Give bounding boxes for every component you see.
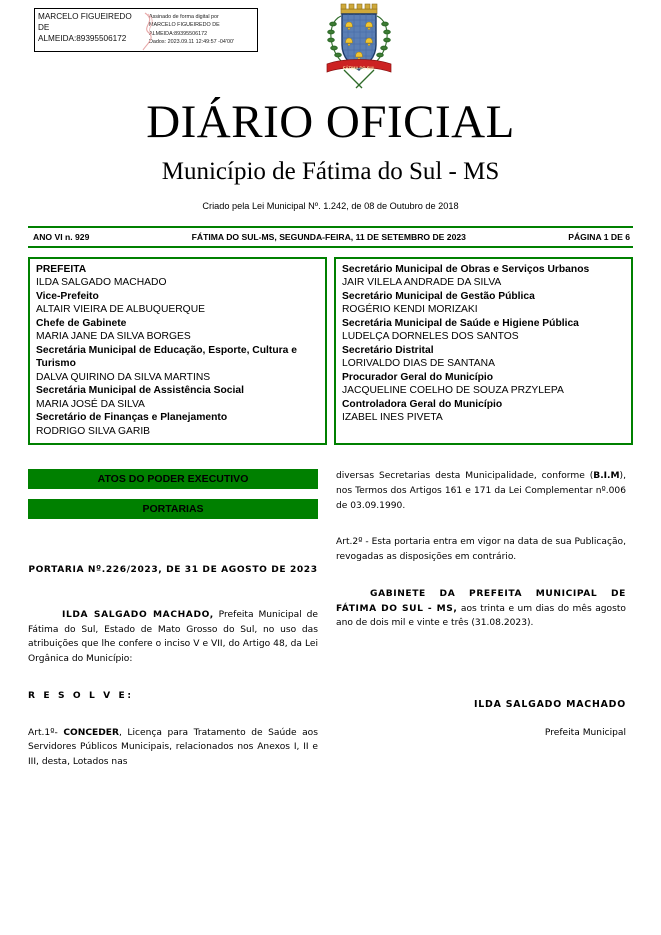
official-name: JACQUELINE COELHO DE SOUZA PRZYLEPA xyxy=(342,385,564,397)
digital-signature-box xyxy=(34,8,258,52)
masthead xyxy=(28,0,633,97)
official-role: Secretária Municipal de Saúde e Higiene Pública xyxy=(342,317,579,329)
closing-date-text: aos trinta e um dias do mês agosto ano de dois mil e vinte e três (31.08.2023). xyxy=(336,603,626,629)
issue-year-number: ANO VI n. 929 xyxy=(33,232,90,242)
content-column-right xyxy=(336,469,626,769)
page-indicator: PÁGINA 1 DE 6 xyxy=(568,232,630,242)
continuation-body: ), nos Termos dos Artigos 161 e 171 da Lei Complementar nº.006 de 03.09.1990. xyxy=(336,471,626,511)
official-role: Secretário de Finanças e Planejamento xyxy=(36,412,228,424)
issue-info-bar xyxy=(28,226,633,248)
officials-column-left xyxy=(28,257,327,445)
preamble-mayor-name: ILDA SALGADO MACHADO, xyxy=(62,610,214,621)
official-name: ALTAIR VIEIRA DE ALBUQUERQUE xyxy=(36,304,205,316)
continuation-acronym: B.I.M xyxy=(593,471,620,482)
official-name: DALVA QUIRINO DA SILVA MARTINS xyxy=(36,371,211,383)
page-title: DIÁRIO OFICIAL xyxy=(146,96,515,148)
signatory-name: ILDA SALGADO MACHADO xyxy=(473,699,626,711)
issue-place-date: FÁTIMA DO SUL-MS, SEGUNDA-FEIRA, 11 DE SETEMBRO DE 2023 xyxy=(191,232,466,242)
article-2-text: Art.2º - Esta portaria entra em vigor na data de sua Publicação, revogadas as disposições em contrário. xyxy=(336,537,626,563)
creation-law-text: Criado pela Lei Municipal Nº. 1.242, de 08 de Outubro de 2018 xyxy=(202,201,459,211)
official-role: Secretário Municipal de Obras e Serviços Urbanos xyxy=(342,264,590,275)
official-name: IZABEL INES PIVETA xyxy=(342,412,443,424)
article-1-text xyxy=(28,726,318,770)
signature-subject-line: ALMEIDA:89395506172 xyxy=(38,33,127,43)
signature-details xyxy=(145,9,257,51)
continuation-prefix: diversas Secretarias desta Municipalidade, conforme ( xyxy=(336,471,594,482)
official-role: Secretária Municipal de Educação, Esporte, Cultura e Turismo xyxy=(36,344,297,370)
officials-column-right xyxy=(334,257,633,445)
official-role: Controladora Geral do Município xyxy=(342,398,503,410)
official-name: ROGÉRIO KENDI MORIZAKI xyxy=(342,304,478,316)
official-name: MARIA JOSÉ DA SILVA xyxy=(36,398,145,410)
official-role: Secretária Municipal de Assistência Social xyxy=(36,385,244,397)
content-columns xyxy=(28,469,633,769)
official-name: RODRIGO SILVA GARIB xyxy=(36,425,151,437)
signature-detail-line: Assinado de forma digital por xyxy=(149,14,219,20)
signature-subject-line: DE xyxy=(38,22,50,32)
crest-motto-text: FÁTIMA DO SUL xyxy=(343,65,375,71)
officials-directory xyxy=(28,257,633,445)
official-role: Secretário Municipal de Gestão Pública xyxy=(342,290,535,302)
article-1-continuation xyxy=(336,469,626,513)
section-banner-executive-acts: ATOS DO PODER EXECUTIVO xyxy=(28,469,318,489)
preamble-text: Prefeita Municipal de Fátima do Sul, Estado de Mato Grosso do Sul, no uso das atribuições que lhe confere o inciso V e VII, do Artigo 48, da Lei Orgânica do Município: xyxy=(28,610,318,665)
official-name: LUDELÇA DORNELES DOS SANTOS xyxy=(342,331,519,343)
closing-clause xyxy=(336,587,626,631)
official-name: LORIVALDO DIAS DE SANTANA xyxy=(342,358,495,370)
signature-detail-line: MARCELO FIGUEIREDO DE xyxy=(149,22,220,29)
official-name: ILDA SALGADO MACHADO xyxy=(36,277,167,289)
page-subtitle: Município de Fátima do Sul - MS xyxy=(161,158,500,185)
content-column-left xyxy=(28,469,318,769)
article-1-keyword: CONCEDER xyxy=(63,727,119,738)
article-1-body: , Licença para Tratamento de Saúde aos Servidores Públicos Municipais, relacionados nos Anexos I, II e III, desta, Lotados nas xyxy=(28,727,318,768)
official-name: JAIR VILELA ANDRADE DA SILVA xyxy=(342,277,502,289)
municipal-coat-of-arms-icon xyxy=(324,0,394,92)
ordinance-preamble xyxy=(28,608,318,667)
official-role: Chefe de Gabinete xyxy=(36,317,127,329)
signatory-title: Prefeita Municipal xyxy=(544,728,626,739)
official-role: Secretário Distrital xyxy=(342,344,434,356)
signature-detail-line: ALMEIDA:89395506172 xyxy=(149,30,208,37)
official-role: PREFEITA xyxy=(36,264,87,275)
closing-office-name: GABINETE DA PREFEITA MUNICIPAL DE FÁTIMA DO SUL - MS, xyxy=(336,588,626,614)
official-name: MARIA JANE DA SILVA BORGES xyxy=(36,331,191,343)
ordinance-title: PORTARIA Nº.226/2023, DE 31 DE AGOSTO DE 2023 xyxy=(28,565,318,576)
signature-subject xyxy=(35,9,145,51)
resolve-heading: R E S O L V E: xyxy=(28,690,134,701)
official-role: Vice-Prefeito xyxy=(36,290,99,302)
article-1-prefix: Art.1º- xyxy=(28,727,64,738)
signature-detail-line: Dados: 2023.09.11 12:49:57 -04'00' xyxy=(149,39,234,46)
section-banner-ordinances: PORTARIAS xyxy=(28,499,318,519)
signature-subject-line: MARCELO FIGUEIREDO xyxy=(38,12,132,21)
official-role: Procurador Geral do Município xyxy=(342,371,494,383)
